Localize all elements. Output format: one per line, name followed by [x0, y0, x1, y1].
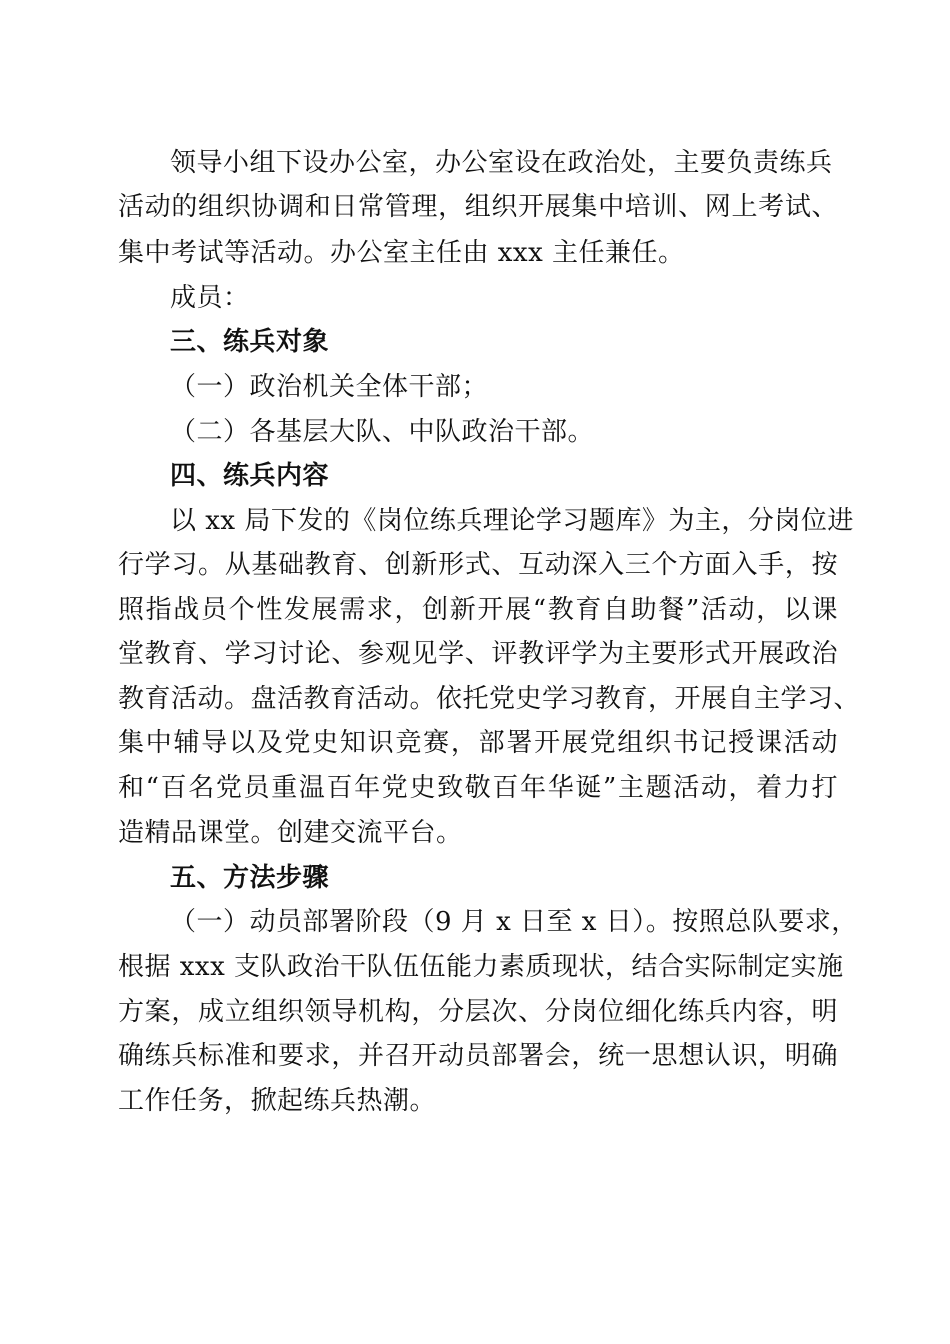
- paragraph-line: 教育活动。盘活教育活动。依托党史学习教育，开展自主学习、: [118, 684, 861, 714]
- paragraph-line: 领导小组下设办公室，办公室设在政治处，主要负责练兵: [170, 148, 833, 178]
- members-label: 成员：: [170, 283, 250, 313]
- paragraph-line: 集中辅导以及党史知识竞赛，部署开展党组织书记授课活动: [118, 728, 838, 758]
- section-heading-5: 五、方法步骤: [170, 863, 330, 893]
- paragraph-line: 和“百名党员重温百年党史致敬百年华诞”主题活动，着力打: [118, 773, 838, 803]
- paragraph-line: 根据 xxx 支队政治干队伍伍能力素质现状，结合实际制定实施: [118, 952, 844, 982]
- paragraph-line: 照指战员个性发展需求，创新开展“教育自助餐”活动，以课: [118, 595, 838, 625]
- paragraph-line: 方案，成立组织领导机构，分层次、分岗位细化练兵内容，明: [118, 997, 838, 1027]
- paragraph-line: 堂教育、学习讨论、参观见学、评教评学为主要形式开展政治: [118, 639, 838, 669]
- paragraph-line: 以 xx 局下发的《岗位练兵理论学习题库》为主，分岗位进: [170, 506, 854, 536]
- paragraph-line: 工作任务，掀起练兵热潮。: [118, 1086, 437, 1116]
- paragraph-line: （一）动员部署阶段（9 月 x 日至 x 日）。按照总队要求，: [170, 907, 858, 937]
- paragraph-line: 造精品课堂。创建交流平台。: [118, 818, 463, 848]
- list-item: （一）政治机关全体干部；: [170, 372, 489, 402]
- paragraph-line: 确练兵标准和要求，并召开动员部署会，统一思想认识，明确: [118, 1041, 838, 1071]
- paragraph-line: 行学习。从基础教育、创新形式、互动深入三个方面入手，按: [118, 550, 838, 580]
- paragraph-line: 活动的组织协调和日常管理，组织开展集中培训、网上考试、: [118, 192, 838, 222]
- section-heading-4: 四、练兵内容: [170, 461, 330, 491]
- list-item: （二）各基层大队、中队政治干部。: [170, 417, 595, 447]
- section-heading-3: 三、练兵对象: [170, 327, 330, 357]
- paragraph-line: 集中考试等活动。办公室主任由 xxx 主任兼任。: [118, 238, 685, 268]
